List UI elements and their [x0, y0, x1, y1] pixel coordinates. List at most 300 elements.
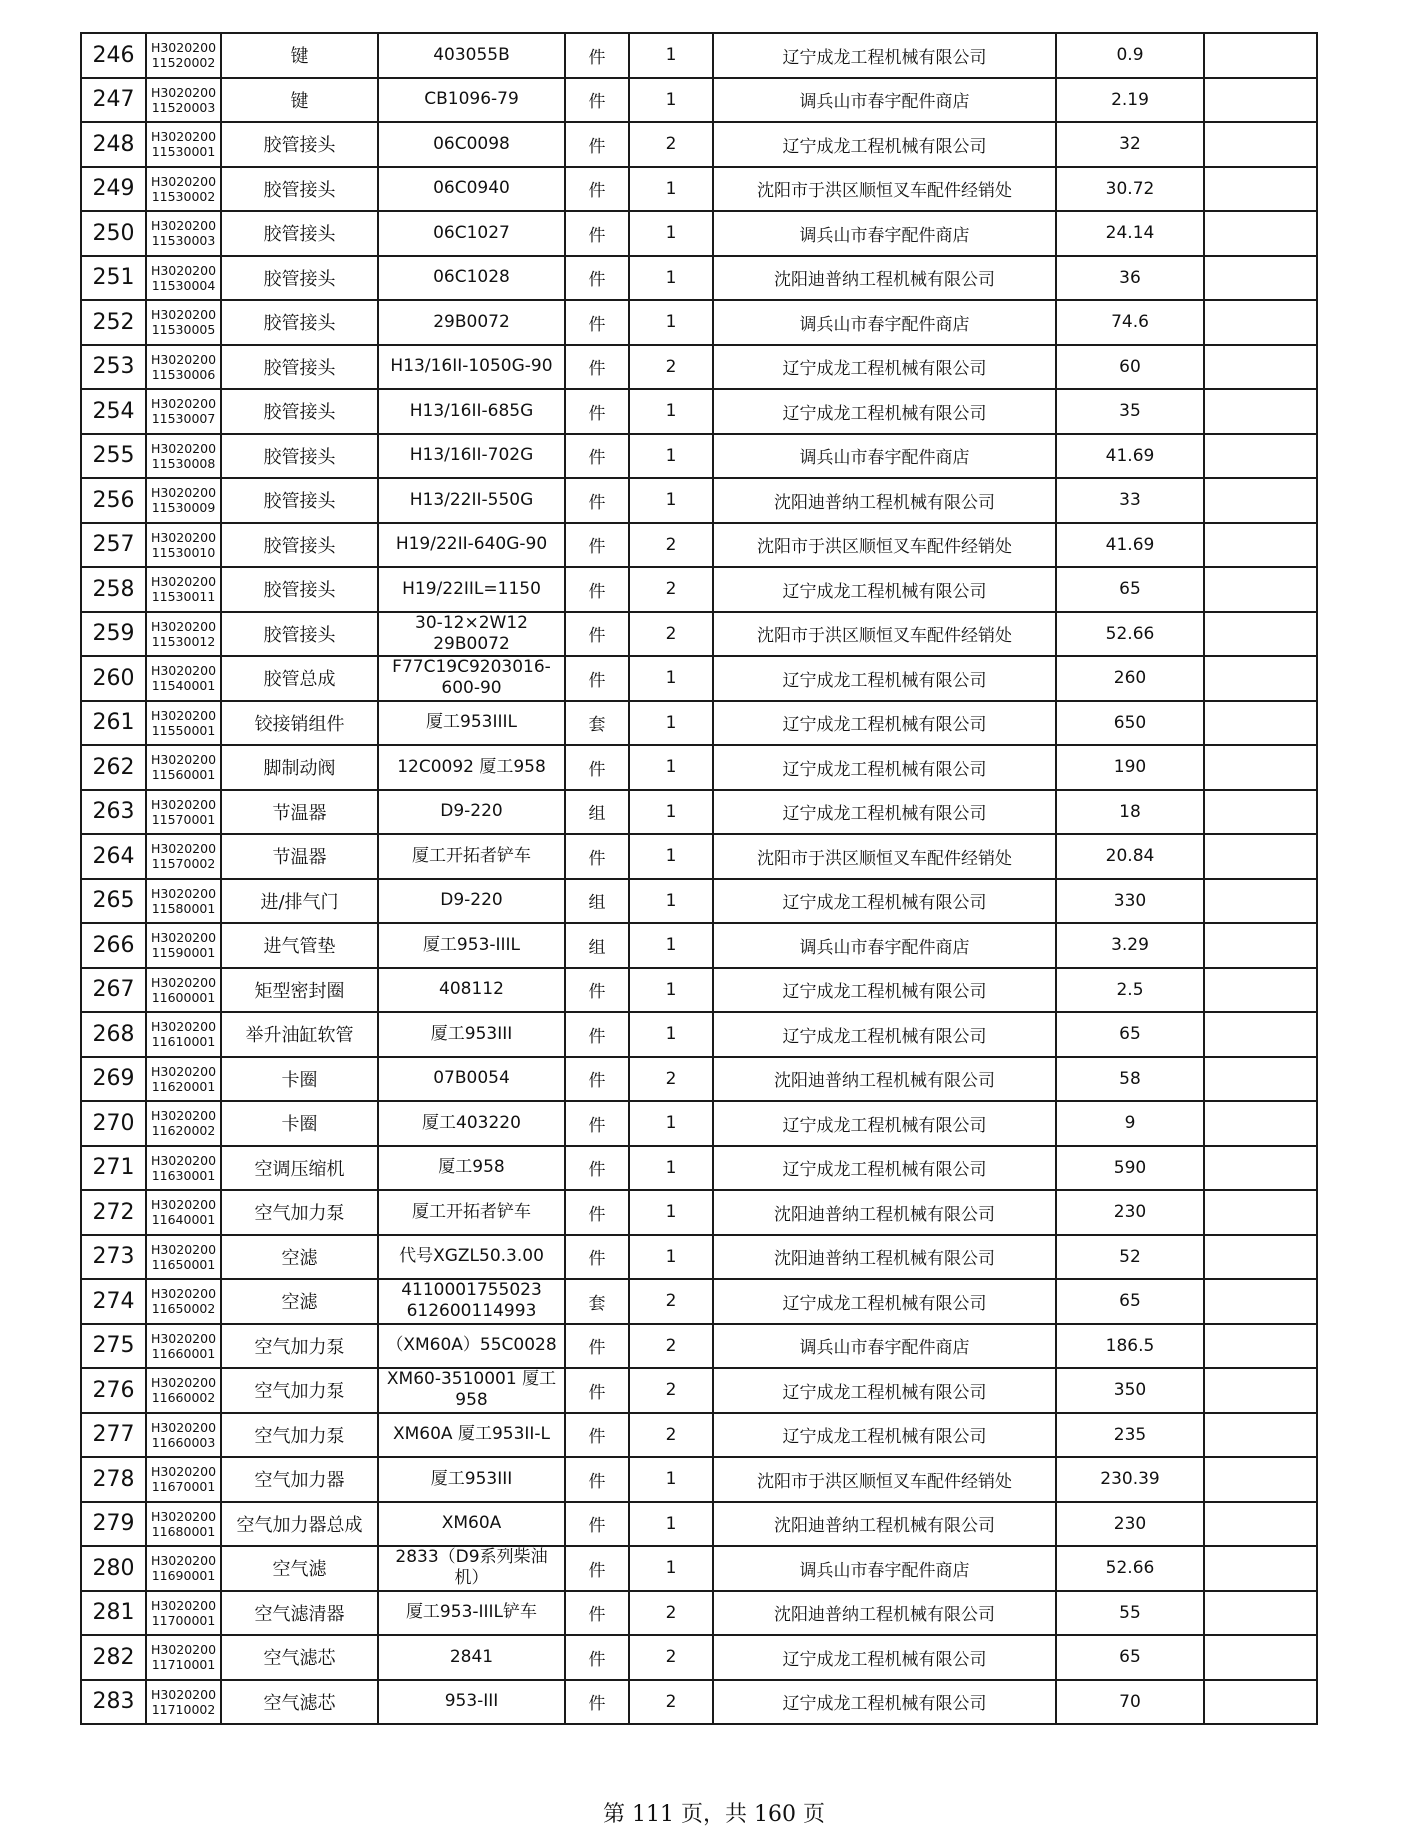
note-cell	[1204, 78, 1317, 123]
material-code-prefix: H3020200	[150, 841, 217, 857]
note-cell	[1204, 968, 1317, 1013]
quantity-cell: 2	[629, 122, 713, 167]
unit-cell: 件	[565, 745, 629, 790]
part-name-cell: 空气加力器总成	[221, 1502, 378, 1547]
note-cell	[1204, 923, 1317, 968]
unit-price-cell: 9	[1056, 1101, 1204, 1146]
part-model-cell: XM60A	[378, 1502, 565, 1547]
note-cell	[1204, 1235, 1317, 1280]
material-code-cell	[146, 1457, 221, 1502]
part-model-cell: 厦工开拓者铲车	[378, 1190, 565, 1235]
material-code-prefix: H3020200	[150, 663, 217, 679]
unit-cell: 件	[565, 567, 629, 612]
table-row	[81, 1012, 1317, 1057]
table-row	[81, 1324, 1317, 1369]
part-model-cell	[378, 1368, 565, 1413]
quantity-cell: 2	[629, 1279, 713, 1324]
unit-cell: 件	[565, 1190, 629, 1235]
table-row	[81, 968, 1317, 1013]
table-row	[81, 1546, 1317, 1591]
material-code-cell	[146, 1635, 221, 1680]
unit-price-cell: 0.9	[1056, 33, 1204, 78]
part-name-cell: 节温器	[221, 834, 378, 879]
unit-price-cell: 41.69	[1056, 523, 1204, 568]
material-code-cell	[146, 1235, 221, 1280]
unit-price-cell: 36	[1056, 256, 1204, 301]
table-row	[81, 1368, 1317, 1413]
material-code-cell	[146, 1279, 221, 1324]
note-cell	[1204, 211, 1317, 256]
material-code-suffix: 11660002	[151, 1390, 216, 1406]
row-number-cell: 279	[81, 1502, 146, 1547]
note-cell	[1204, 1413, 1317, 1458]
note-cell	[1204, 745, 1317, 790]
supplier-cell: 辽宁成龙工程机械有限公司	[713, 1279, 1056, 1324]
part-model-cell: H13/22II-550G	[378, 478, 565, 523]
part-model-line: 29B0072	[433, 633, 510, 654]
material-code-cell	[146, 879, 221, 924]
note-cell	[1204, 1279, 1317, 1324]
note-cell	[1204, 790, 1317, 835]
row-number-cell: 269	[81, 1057, 146, 1102]
unit-price-cell: 330	[1056, 879, 1204, 924]
part-name-cell: 脚制动阀	[221, 745, 378, 790]
material-code-prefix: H3020200	[150, 574, 217, 590]
material-code-cell	[146, 1101, 221, 1146]
part-model-line: 2833（D9系列柴油	[395, 1547, 548, 1568]
part-model-cell: 953-III	[378, 1680, 565, 1725]
unit-price-cell: 350	[1056, 1368, 1204, 1413]
unit-price-cell: 18	[1056, 790, 1204, 835]
material-code-suffix: 11530009	[151, 500, 216, 516]
row-number-cell: 246	[81, 33, 146, 78]
supplier-cell: 辽宁成龙工程机械有限公司	[713, 968, 1056, 1013]
quantity-cell: 1	[629, 167, 713, 212]
material-code-suffix: 11590001	[151, 945, 216, 961]
part-model-cell: 2841	[378, 1635, 565, 1680]
material-code-prefix: H3020200	[150, 796, 217, 812]
part-name-cell: 胶管接头	[221, 567, 378, 612]
material-code-cell	[146, 567, 221, 612]
row-number-cell: 263	[81, 790, 146, 835]
note-cell	[1204, 167, 1317, 212]
quantity-cell: 1	[629, 834, 713, 879]
unit-price-cell: 235	[1056, 1413, 1204, 1458]
quantity-cell: 2	[629, 1368, 713, 1413]
material-code-cell	[146, 345, 221, 390]
part-name-cell: 键	[221, 33, 378, 78]
unit-cell: 件	[565, 1591, 629, 1636]
part-name-cell: 空气滤芯	[221, 1680, 378, 1725]
material-code-cell	[146, 211, 221, 256]
supplier-cell: 调兵山市春宇配件商店	[713, 300, 1056, 345]
note-cell	[1204, 478, 1317, 523]
unit-price-cell: 230	[1056, 1502, 1204, 1547]
unit-price-cell: 52.66	[1056, 612, 1204, 657]
supplier-cell: 辽宁成龙工程机械有限公司	[713, 389, 1056, 434]
unit-price-cell: 65	[1056, 567, 1204, 612]
quantity-cell: 1	[629, 1146, 713, 1191]
note-cell	[1204, 1457, 1317, 1502]
quantity-cell: 1	[629, 33, 713, 78]
table-row	[81, 790, 1317, 835]
part-model-cell: H13/16II-702G	[378, 434, 565, 479]
part-model-cell	[378, 1546, 565, 1591]
material-code-prefix: H3020200	[150, 173, 217, 189]
row-number-cell: 273	[81, 1235, 146, 1280]
table-row	[81, 256, 1317, 301]
part-name-cell: 空滤	[221, 1235, 378, 1280]
material-code-suffix: 11530006	[151, 366, 216, 382]
part-name-cell: 空调压缩机	[221, 1146, 378, 1191]
part-name-cell: 胶管接头	[221, 523, 378, 568]
part-name-cell: 空气加力泵	[221, 1324, 378, 1369]
material-code-suffix: 11650001	[151, 1256, 216, 1272]
row-number-cell: 259	[81, 612, 146, 657]
material-code-cell	[146, 1680, 221, 1725]
row-number-cell: 251	[81, 256, 146, 301]
note-cell	[1204, 1101, 1317, 1146]
material-code-prefix: H3020200	[150, 351, 217, 367]
table-row	[81, 1101, 1317, 1146]
supplier-cell: 辽宁成龙工程机械有限公司	[713, 1101, 1056, 1146]
row-number-cell: 250	[81, 211, 146, 256]
material-code-suffix: 11520002	[151, 55, 216, 71]
note-cell	[1204, 1146, 1317, 1191]
part-name-cell: 进气管垫	[221, 923, 378, 968]
row-number-cell: 257	[81, 523, 146, 568]
part-model-line: 机）	[454, 1568, 489, 1589]
table-row	[81, 1146, 1317, 1191]
part-model-cell: 06C0940	[378, 167, 565, 212]
unit-cell: 件	[565, 122, 629, 167]
material-code-cell	[146, 1324, 221, 1369]
part-model-cell: 厦工958	[378, 1146, 565, 1191]
quantity-cell: 2	[629, 612, 713, 657]
note-cell	[1204, 345, 1317, 390]
part-model-cell: 厦工953III	[378, 1457, 565, 1502]
material-code-suffix: 11620001	[151, 1078, 216, 1094]
part-name-cell: 胶管接头	[221, 434, 378, 479]
material-code-suffix: 11570002	[151, 856, 216, 872]
table-row	[81, 1057, 1317, 1102]
unit-price-cell: 65	[1056, 1635, 1204, 1680]
row-number-cell: 267	[81, 968, 146, 1013]
unit-cell: 件	[565, 1057, 629, 1102]
material-code-prefix: H3020200	[150, 262, 217, 278]
part-model-cell: 厦工953-IIIL铲车	[378, 1591, 565, 1636]
unit-cell: 件	[565, 1235, 629, 1280]
note-cell	[1204, 567, 1317, 612]
material-code-prefix: H3020200	[150, 396, 217, 412]
unit-price-cell: 60	[1056, 345, 1204, 390]
row-number-cell: 275	[81, 1324, 146, 1369]
note-cell	[1204, 33, 1317, 78]
material-code-suffix: 11660003	[151, 1434, 216, 1450]
row-number-cell: 258	[81, 567, 146, 612]
material-code-prefix: H3020200	[150, 1241, 217, 1257]
quantity-cell: 2	[629, 345, 713, 390]
supplier-cell: 沈阳市于洪区顺恒叉车配件经销处	[713, 167, 1056, 212]
unit-cell: 件	[565, 1012, 629, 1057]
unit-cell: 件	[565, 1146, 629, 1191]
material-code-prefix: H3020200	[150, 440, 217, 456]
part-model-line: 600-90	[441, 678, 502, 699]
supplier-cell: 辽宁成龙工程机械有限公司	[713, 1146, 1056, 1191]
unit-price-cell: 74.6	[1056, 300, 1204, 345]
row-number-cell: 274	[81, 1279, 146, 1324]
note-cell	[1204, 879, 1317, 924]
part-model-cell: H19/22II-640G-90	[378, 523, 565, 568]
part-model-cell: 12C0092 厦工958	[378, 745, 565, 790]
supplier-cell: 辽宁成龙工程机械有限公司	[713, 745, 1056, 790]
table-row	[81, 656, 1317, 701]
unit-cell: 组	[565, 879, 629, 924]
quantity-cell: 2	[629, 1413, 713, 1458]
material-code-prefix: H3020200	[150, 930, 217, 946]
unit-price-cell: 230	[1056, 1190, 1204, 1235]
table-row	[81, 1591, 1317, 1636]
table-row	[81, 478, 1317, 523]
row-number-cell: 282	[81, 1635, 146, 1680]
unit-price-cell: 33	[1056, 478, 1204, 523]
part-name-cell: 卡圈	[221, 1101, 378, 1146]
material-code-prefix: H3020200	[150, 1286, 217, 1302]
supplier-cell: 沈阳迪普纳工程机械有限公司	[713, 1591, 1056, 1636]
material-code-suffix: 11560001	[151, 767, 216, 783]
supplier-cell: 调兵山市春宇配件商店	[713, 434, 1056, 479]
material-code-prefix: H3020200	[150, 974, 217, 990]
material-code-cell	[146, 1146, 221, 1191]
row-number-cell: 281	[81, 1591, 146, 1636]
note-cell	[1204, 1012, 1317, 1057]
part-name-cell: 卡圈	[221, 1057, 378, 1102]
note-cell	[1204, 1368, 1317, 1413]
row-number-cell: 254	[81, 389, 146, 434]
part-name-cell: 空气滤芯	[221, 1635, 378, 1680]
note-cell	[1204, 122, 1317, 167]
material-code-prefix: H3020200	[150, 485, 217, 501]
part-name-cell: 胶管接头	[221, 612, 378, 657]
table-row	[81, 879, 1317, 924]
unit-cell: 件	[565, 656, 629, 701]
table-row	[81, 1635, 1317, 1680]
material-code-suffix: 11520003	[151, 99, 216, 115]
unit-cell: 件	[565, 256, 629, 301]
note-cell	[1204, 300, 1317, 345]
table-row	[81, 434, 1317, 479]
supplier-cell: 辽宁成龙工程机械有限公司	[713, 567, 1056, 612]
unit-price-cell: 58	[1056, 1057, 1204, 1102]
material-code-suffix: 11600001	[151, 989, 216, 1005]
supplier-cell: 辽宁成龙工程机械有限公司	[713, 701, 1056, 746]
part-model-cell: 代号XGZL50.3.00	[378, 1235, 565, 1280]
supplier-cell: 沈阳市于洪区顺恒叉车配件经销处	[713, 1457, 1056, 1502]
quantity-cell: 1	[629, 790, 713, 835]
note-cell	[1204, 1635, 1317, 1680]
table-row	[81, 523, 1317, 568]
part-model-cell	[378, 1279, 565, 1324]
quantity-cell: 2	[629, 523, 713, 568]
unit-price-cell: 2.5	[1056, 968, 1204, 1013]
note-cell	[1204, 1546, 1317, 1591]
note-cell	[1204, 1057, 1317, 1102]
row-number-cell: 253	[81, 345, 146, 390]
row-number-cell: 264	[81, 834, 146, 879]
quantity-cell: 2	[629, 567, 713, 612]
table-row	[81, 1502, 1317, 1547]
material-code-prefix: H3020200	[150, 752, 217, 768]
quantity-cell: 1	[629, 434, 713, 479]
material-code-suffix: 11530004	[151, 277, 216, 293]
material-code-cell	[146, 923, 221, 968]
unit-cell: 件	[565, 1413, 629, 1458]
unit-price-cell: 24.14	[1056, 211, 1204, 256]
unit-cell: 套	[565, 1279, 629, 1324]
material-code-suffix: 11530012	[151, 633, 216, 649]
unit-cell: 件	[565, 612, 629, 657]
quantity-cell: 1	[629, 211, 713, 256]
material-code-prefix: H3020200	[150, 885, 217, 901]
table-row	[81, 1235, 1317, 1280]
quantity-cell: 2	[629, 1635, 713, 1680]
material-code-prefix: H3020200	[150, 129, 217, 145]
quantity-cell: 1	[629, 879, 713, 924]
quantity-cell: 2	[629, 1324, 713, 1369]
quantity-cell: 1	[629, 1457, 713, 1502]
table-row	[81, 1413, 1317, 1458]
unit-cell: 件	[565, 1101, 629, 1146]
table-row	[81, 211, 1317, 256]
part-name-cell: 空气加力泵	[221, 1413, 378, 1458]
material-code-prefix: H3020200	[150, 218, 217, 234]
unit-price-cell: 32	[1056, 122, 1204, 167]
table-row	[81, 1279, 1317, 1324]
table-row	[81, 567, 1317, 612]
supplier-cell: 辽宁成龙工程机械有限公司	[713, 1368, 1056, 1413]
unit-price-cell: 2.19	[1056, 78, 1204, 123]
note-cell	[1204, 656, 1317, 701]
material-code-suffix: 11550001	[151, 722, 216, 738]
unit-cell: 件	[565, 1324, 629, 1369]
unit-price-cell: 70	[1056, 1680, 1204, 1725]
quantity-cell: 1	[629, 389, 713, 434]
material-code-cell	[146, 612, 221, 657]
material-code-cell	[146, 1057, 221, 1102]
unit-price-cell: 52.66	[1056, 1546, 1204, 1591]
note-cell	[1204, 1591, 1317, 1636]
material-code-prefix: H3020200	[150, 84, 217, 100]
material-code-suffix: 11650002	[151, 1301, 216, 1317]
unit-cell: 组	[565, 923, 629, 968]
material-code-prefix: H3020200	[150, 529, 217, 545]
part-model-cell: H13/16II-1050G-90	[378, 345, 565, 390]
material-code-prefix: H3020200	[150, 618, 217, 634]
table-row	[81, 1680, 1317, 1725]
table-row	[81, 167, 1317, 212]
material-code-prefix: H3020200	[150, 1686, 217, 1702]
part-name-cell: 举升油缸软管	[221, 1012, 378, 1057]
part-name-cell: 胶管总成	[221, 656, 378, 701]
material-code-cell	[146, 1190, 221, 1235]
row-number-cell: 252	[81, 300, 146, 345]
quantity-cell: 1	[629, 78, 713, 123]
note-cell	[1204, 1502, 1317, 1547]
material-code-prefix: H3020200	[150, 707, 217, 723]
material-code-cell	[146, 1368, 221, 1413]
supplier-cell: 辽宁成龙工程机械有限公司	[713, 790, 1056, 835]
material-code-cell	[146, 478, 221, 523]
part-model-line: F77C19C9203016-	[392, 657, 551, 678]
unit-cell: 件	[565, 1457, 629, 1502]
unit-cell: 件	[565, 523, 629, 568]
material-code-cell	[146, 523, 221, 568]
material-code-suffix: 11580001	[151, 900, 216, 916]
part-name-cell: 胶管接头	[221, 256, 378, 301]
supplier-cell: 辽宁成龙工程机械有限公司	[713, 879, 1056, 924]
material-code-suffix: 11570001	[151, 811, 216, 827]
table-row	[81, 78, 1317, 123]
material-code-suffix: 11610001	[151, 1034, 216, 1050]
quantity-cell: 1	[629, 256, 713, 301]
row-number-cell: 260	[81, 656, 146, 701]
unit-cell: 件	[565, 345, 629, 390]
supplier-cell: 辽宁成龙工程机械有限公司	[713, 345, 1056, 390]
note-cell	[1204, 389, 1317, 434]
material-code-prefix: H3020200	[150, 1197, 217, 1213]
part-name-cell: 空气加力器	[221, 1457, 378, 1502]
material-code-prefix: H3020200	[150, 1330, 217, 1346]
supplier-cell: 辽宁成龙工程机械有限公司	[713, 33, 1056, 78]
part-model-cell: 厦工953III	[378, 1012, 565, 1057]
part-model-cell: 06C1027	[378, 211, 565, 256]
unit-price-cell: 65	[1056, 1279, 1204, 1324]
part-name-cell: 空气加力泵	[221, 1368, 378, 1413]
note-cell	[1204, 1324, 1317, 1369]
row-number-cell: 247	[81, 78, 146, 123]
table-row	[81, 300, 1317, 345]
part-model-line: 4110001755023	[401, 1280, 542, 1301]
material-code-cell	[146, 1502, 221, 1547]
material-code-cell	[146, 33, 221, 78]
material-code-cell	[146, 790, 221, 835]
material-code-cell	[146, 300, 221, 345]
part-name-cell: 空滤	[221, 1279, 378, 1324]
material-code-prefix: H3020200	[150, 1019, 217, 1035]
supplier-cell: 调兵山市春宇配件商店	[713, 1546, 1056, 1591]
table-row	[81, 1457, 1317, 1502]
part-name-cell: 节温器	[221, 790, 378, 835]
unit-cell: 件	[565, 478, 629, 523]
material-code-prefix: H3020200	[150, 1108, 217, 1124]
material-code-suffix: 11530005	[151, 322, 216, 338]
part-name-cell: 胶管接头	[221, 389, 378, 434]
material-code-cell	[146, 167, 221, 212]
part-model-cell: （XM60A）55C0028	[378, 1324, 565, 1369]
material-code-cell	[146, 256, 221, 301]
quantity-cell: 1	[629, 1101, 713, 1146]
part-name-cell: 胶管接头	[221, 345, 378, 390]
row-number-cell: 266	[81, 923, 146, 968]
note-cell	[1204, 434, 1317, 479]
part-model-cell: 29B0072	[378, 300, 565, 345]
unit-price-cell: 30.72	[1056, 167, 1204, 212]
note-cell	[1204, 1190, 1317, 1235]
row-number-cell: 248	[81, 122, 146, 167]
material-code-suffix: 11690001	[151, 1568, 216, 1584]
material-code-prefix: H3020200	[150, 1063, 217, 1079]
note-cell	[1204, 256, 1317, 301]
